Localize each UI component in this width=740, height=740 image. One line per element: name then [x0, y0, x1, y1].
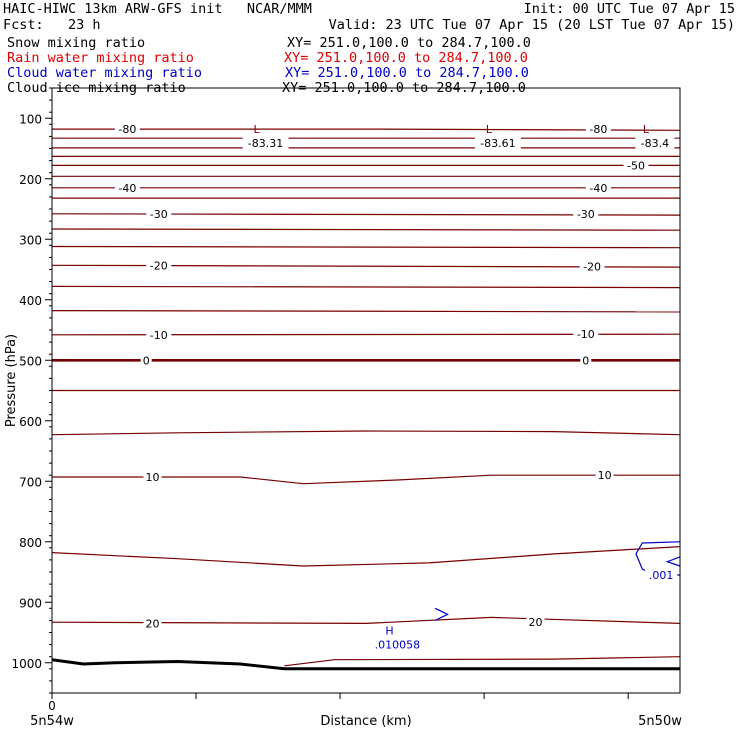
extremum-value: -83.31: [247, 136, 284, 150]
y-tick-label: 800: [19, 535, 42, 550]
isotherm-label: -40: [589, 181, 608, 195]
isotherm-label: 0: [582, 354, 590, 368]
isotherm-label: -80: [589, 123, 608, 137]
cloud-water-contour: [435, 608, 448, 620]
isotherm-line: [52, 286, 680, 287]
x-left-location-label: 5n54w: [30, 714, 74, 729]
isotherm-line: [284, 657, 680, 666]
isotherm-label: -40: [118, 181, 137, 195]
extremum-value: .010058: [374, 638, 421, 652]
isotherm-label: 0: [142, 354, 150, 368]
isotherm-label: 20: [528, 616, 543, 630]
ground-line: [52, 660, 680, 669]
field-xy-cloud-ice: XY= 251.0,100.0 to 284.7,100.0: [282, 80, 526, 96]
extremum-value: -83.61: [480, 136, 516, 150]
isotherm-label: 20: [145, 617, 160, 631]
y-tick-label: 500: [19, 354, 42, 369]
y-tick-label: 1000: [11, 656, 42, 671]
field-xy-cloud-water: XY= 251.0,100.0 to 284.7,100.0: [285, 65, 529, 81]
field-xy-rain: XY= 251.0,100.0 to 284.7,100.0: [284, 50, 528, 66]
x-tick-label: 0: [48, 699, 56, 713]
isotherm-line: [52, 129, 680, 130]
isotherm-line: [52, 247, 680, 248]
extremum-value: -83.4: [640, 136, 670, 150]
init-time: Init: 00 UTC Tue 07 Apr 15: [523, 1, 735, 17]
field-name-cloud-ice: Cloud ice mixing ratio: [7, 80, 186, 96]
y-tick-label: 200: [19, 172, 42, 187]
isotherm-line: [52, 431, 680, 435]
isotherm-label: -20: [149, 259, 168, 273]
valid-time: Valid: 23 UTC Tue 07 Apr 15 (20 LST Tue 07 Apr 15): [328, 17, 735, 33]
isotherm-label: -10: [149, 328, 168, 342]
cloud-water-contour: [667, 557, 680, 566]
isotherm-line: [52, 229, 680, 230]
isotherm-label: -30: [576, 207, 595, 221]
y-axis-title: Pressure (hPa): [4, 333, 19, 428]
extremum-marker: L: [253, 122, 260, 136]
extremum-marker: L: [642, 122, 650, 136]
extremum-marker: L: [485, 122, 493, 136]
field-name-cloud-water: Cloud water mixing ratio: [7, 65, 203, 81]
forecast-hour: Fcst: 23 h: [3, 17, 101, 33]
y-tick-label: 600: [19, 414, 42, 429]
y-tick-label: 300: [19, 233, 42, 248]
isotherm-line: [52, 311, 680, 312]
extremum-marker: H: [385, 624, 394, 638]
isotherm-label: -80: [118, 123, 137, 137]
y-tick-label: 700: [19, 475, 42, 490]
field-xy-snow: XY= 251.0,100.0 to 284.7,100.0: [287, 35, 531, 51]
isotherm-label: -20: [583, 260, 602, 274]
y-tick-label: 100: [19, 112, 42, 127]
model-title: HAIC-HIWC 13km ARW-GFS init NCAR/MMM: [3, 1, 312, 17]
field-name-snow: Snow mixing ratio: [7, 35, 146, 51]
y-tick-label: 900: [19, 596, 42, 611]
field-name-rain: Rain water mixing ratio: [7, 50, 194, 66]
x-right-location-label: 5n50w: [638, 714, 682, 729]
isotherm-label: -10: [576, 328, 595, 342]
y-tick-label: 400: [19, 293, 42, 308]
isotherm-label: 10: [597, 469, 612, 483]
cloud-water-label: .001: [648, 569, 674, 583]
isotherm-label: -30: [149, 207, 168, 221]
isotherm-label: 10: [145, 471, 160, 485]
x-axis-title: Distance (km): [320, 714, 412, 729]
isotherm-line: [52, 547, 680, 566]
isotherm-label: -50: [627, 159, 646, 173]
